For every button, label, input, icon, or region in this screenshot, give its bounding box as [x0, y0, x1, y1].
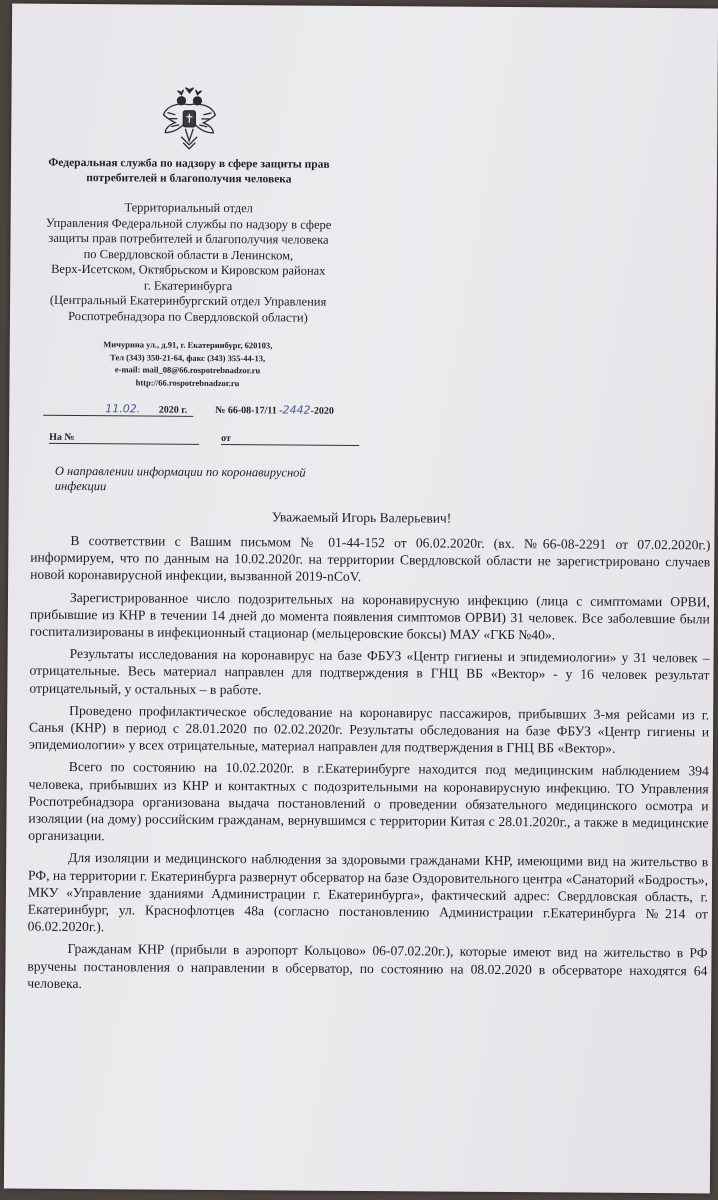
- dept-line: г. Екатеринбурга: [143, 277, 233, 293]
- registration-date: [43, 402, 193, 417]
- date-year: 2020 г.: [158, 404, 188, 416]
- body-paragraph: Для изоляции и медицинского наблюдения за здоровыми гражданами КНР, имеющими вид на жительство в РФ, на территории г. Екатеринбурга развернут обсерватор на базе Оздоровительного центра «Санаторий «Бодрость», МКУ «Управление зданиями Администрации г. Екатеринбурга», фактический адрес: Свердловская область, г. Екатеринбург, ул. Краснофлотцев 48а (согласно постановлению Администрации г.Екатеринбурга №214 от 06.02.2020г.).: [27, 850, 709, 935]
- dept-line: Верх-Исетском, Октябрьском и Кировском районах: [51, 261, 326, 278]
- website-line: http://66.rospotrebnadzor.ru: [135, 376, 240, 388]
- email-line: e-mail: mail_08@66.rospotrebnadzor.ru: [114, 364, 261, 376]
- letterhead: [27, 84, 349, 390]
- greeting: Уважаемый Игорь Валерьевич!: [271, 509, 452, 526]
- reference-date-field: [221, 433, 359, 446]
- dept-line: Управления Федеральной службы по надзору в сфере: [45, 215, 332, 232]
- dept-line: защиты прав потребителей и благополучия человека: [48, 230, 329, 247]
- na-label: На №: [49, 431, 75, 443]
- handwritten-number: 2442: [282, 403, 311, 417]
- reference-number-field: [49, 432, 199, 445]
- letter-body: [27, 532, 710, 1002]
- body-paragraph: Результаты исследования на коронавирус на базе ФБУЗ «Центр гигиены и эпидемиологии» у 31 человек – отрицательные. Весь материал направлен для подтверждения в ГНЦ ВБ «Вектор» - у 16 человек результат отрицательный, у остальных – в работе.: [29, 646, 710, 697]
- body-paragraph: Всего по состоянию на 10.02.2020г. в г.Екатеринбурге находится под медицинским наблюдением 394 человека, прибывших из КНР и контактных с подозрительными на коронавирусную инфекцию. ТО Управления Роспотребнадзора организована выдача постановлений о проведении обязательного медицинского осмотра и изоляции (на дому) российским гражданам, вернувшимся с территории Китая с 28.01.2020г., а также в медицинские организации.: [28, 759, 709, 844]
- phone-line: Тел (343) 350-21-64, факс (343) 355-44-13,: [110, 351, 266, 363]
- dept-line: Территориальный отдел: [124, 200, 253, 216]
- coat-of-arms-emblem-icon: [159, 85, 219, 151]
- dept-line: Роспотребнадзора по Свердловской области): [68, 308, 308, 325]
- department-name: [28, 200, 349, 326]
- document-page: [4, 4, 718, 1194]
- dept-line: по Свердловской области в Ленинском,: [83, 246, 294, 263]
- contact-block: [27, 338, 347, 390]
- ot-label: от: [221, 433, 231, 445]
- handwritten-date: 11.02.: [105, 402, 141, 416]
- body-paragraph: В соответствии с Вашим письмом № 01-44-152 от 06.02.2020г. (вх. №66-08-2291 от 07.02.2020г.) информируем, что по данным на 10.02.2020г. на территории Свердловской области не зарегистрировано случаев новой коронавирусной инфекции, вызванной 2019-nCoV.: [30, 532, 711, 585]
- organization-name: [29, 156, 349, 188]
- number-prefix: № 66-08-17/11 -: [215, 404, 283, 417]
- org-line: Федеральная служба по надзору в сфере защиты прав: [48, 156, 330, 171]
- body-paragraph: Гражданам КНР (прибыли в аэропорт Кольцово» 06-07.02.20г.), которые имеют вид на жительство в РФ вручены постановления о направлении в обсерватор, по состоянию на 08.02.2020 в обсерваторе находятся 64 человека.: [27, 941, 708, 991]
- registration-number: [215, 403, 365, 417]
- dept-line: (Центральный Екатеринбургский отдел Управления: [49, 292, 327, 309]
- number-suffix: -2020: [310, 405, 334, 417]
- letter-subject: О направлении информации по коронавирусной инфекции: [54, 463, 306, 494]
- org-line: потребителей и благополучия человека: [86, 172, 292, 186]
- body-paragraph: Зарегистрированное число подозрительных на коронавирусную инфекцию (лица с симптомами ОРВИ, прибывшие из КНР в течении 14 дней до момента появления симптомов ОРВИ) 31 человек. Все заболевшие были госпитализированы в инфекционный стационар (мельцеровские боксы) МАУ «ГКБ №40».: [29, 589, 711, 643]
- body-paragraph: Проведено профилактическое обследование на коронавирус пассажиров, прибывших 3-мя рейсами из г. Санья (КНР) в период с 28.01.2020 по 02.02.2020г. Результаты обследования на базе ФБУЗ «Центр гигиены и эпидемиологии» у всех отрицательные, материал направлен для подтверждения в ГНЦ ВБ «Вектор».: [28, 702, 710, 757]
- address-line: Мичурина ул., д.91, г. Екатеринбург, 620103,: [103, 339, 273, 351]
